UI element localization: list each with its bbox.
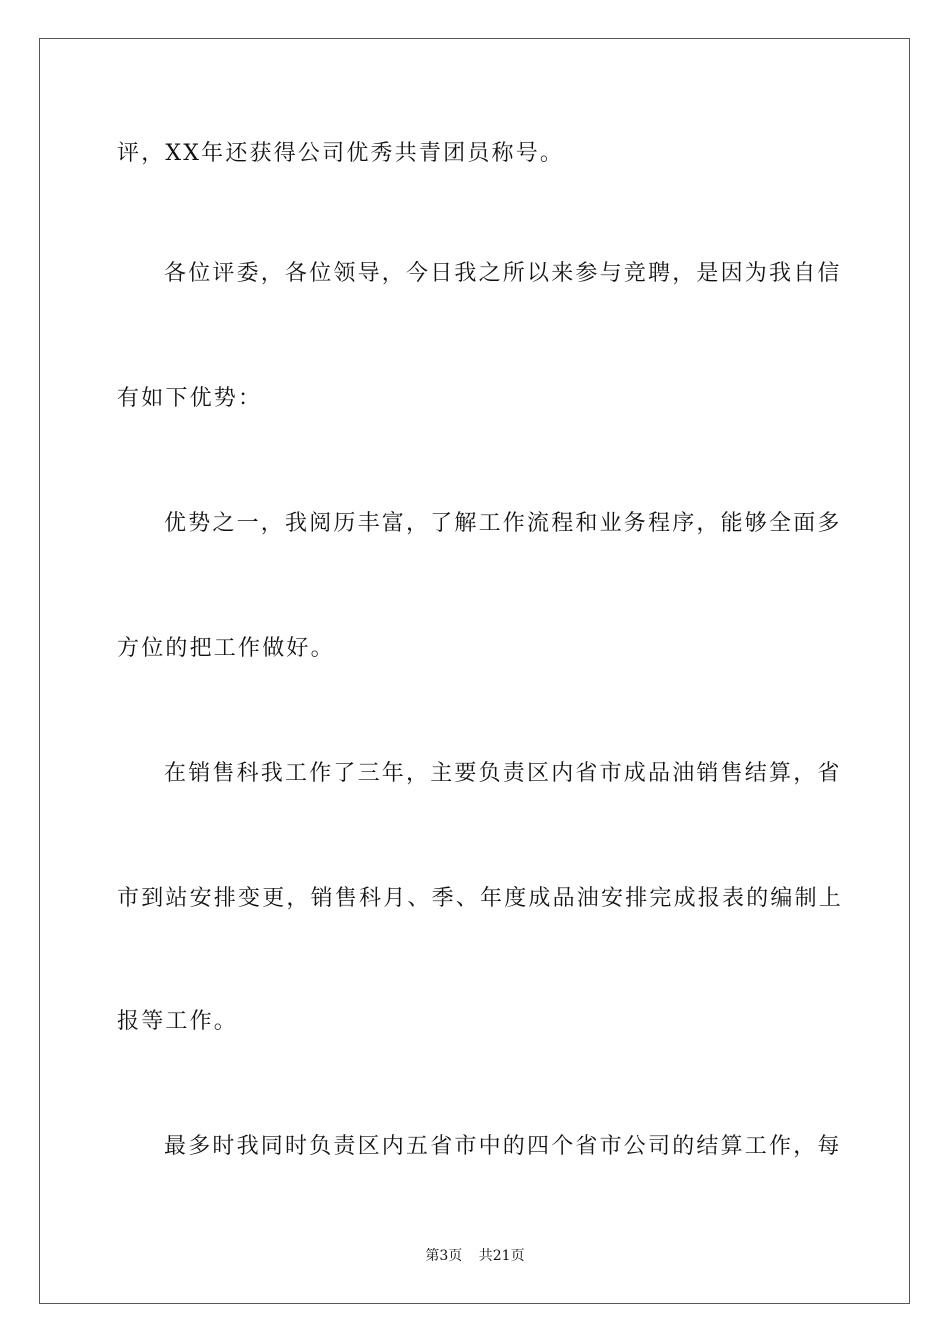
body-text-line-3: 有如下优势：	[117, 386, 263, 411]
body-text-line-1: 评，XX年还获得公司优秀共青团员称号。	[117, 141, 565, 166]
page-number-current: 第3页	[425, 1248, 463, 1264]
body-text-line-9: 最多时我同时负责区内五省市中的四个省市公司的结算工作，每	[164, 1134, 842, 1159]
body-text-line-6: 在销售科我工作了三年，主要负责区内省市成品油销售结算，省	[164, 761, 842, 786]
page-footer	[0, 1247, 950, 1265]
body-text-line-8: 报等工作。	[117, 1009, 239, 1034]
body-text-line-5: 方位的把工作做好。	[117, 636, 335, 661]
body-text-line-2: 各位评委，各位领导，今日我之所以来参与竞聘，是因为我自信	[164, 261, 842, 286]
page-number-total: 共21页	[478, 1248, 525, 1264]
body-text-line-4: 优势之一，我阅历丰富，了解工作流程和业务程序，能够全面多	[164, 511, 842, 536]
body-text-line-7: 市到站安排变更，销售科月、季、年度成品油安排完成报表的编制上	[117, 886, 844, 911]
page-border	[39, 38, 910, 1304]
